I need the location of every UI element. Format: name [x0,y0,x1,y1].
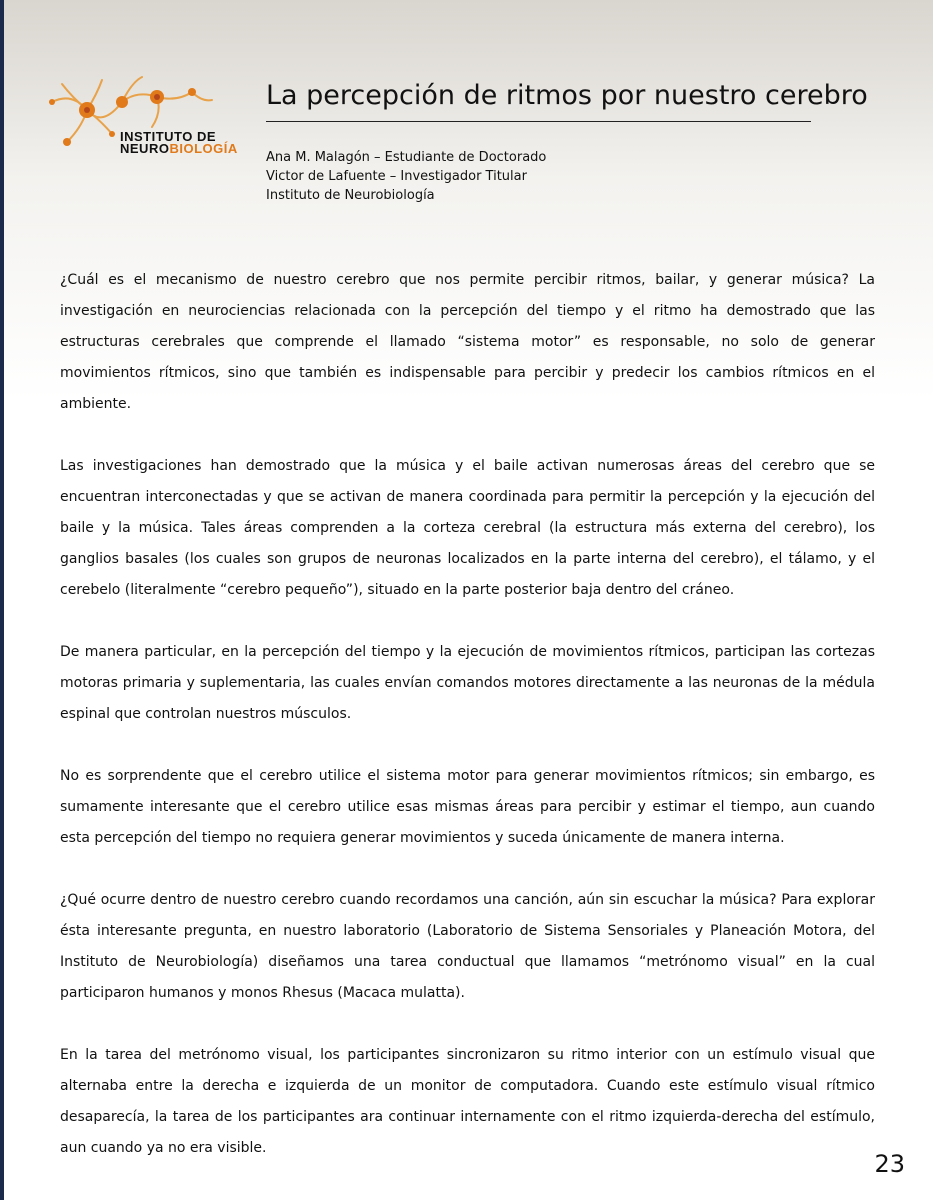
logo-text-neuro: NEURO [120,141,170,156]
paragraph: ¿Cuál es el mecanismo de nuestro cerebro que nos permite percibir ritmos, bailar, y generar música? La investigación en neurociencias relacionada con la percepción del tiempo y el ritmo ha demostrado que las estructuras cerebrales que comprende el llamado “sistema motor” es responsable, no solo de generar movimientos rítmicos, sino que también es indispensable para percibir y predecir los cambios rítmicos en el ambiente. [60,272,875,412]
article-title: La percepción de ritmos por nuestro cerebro [266,80,868,111]
institute-logo [42,72,238,162]
affiliation-line: Instituto de Neurobiología [266,188,435,203]
paragraph: Las investigaciones han demostrado que la música y el baile activan numerosas áreas del cerebro que se encuentran interconectadas y que se activan de manera coordinada para permitir la percepción y la ejecución del baile y la música. Tales áreas comprenden a la corteza cerebral (la estructura más externa del cerebro), los ganglios basales (los cuales son grupos de neuronas localizados en la parte interna del cerebro), el tálamo, y el cerebelo (literalmente “cerebro pequeño”), situado en la parte posterior baja dentro del cráneo. [60,458,875,598]
paragraph: En la tarea del metrónomo visual, los participantes sincronizaron su ritmo interior con un estímulo visual que alternaba entre la derecha e izquierda de un monitor de computadora. Cuando este estímulo visual rítmico desaparecía, la tarea de los participantes ara continuar internamente con el ritmo izquierda-derecha del estímulo, aun cuando ya no era visible. [60,1047,875,1156]
paragraph: No es sorprendente que el cerebro utilice el sistema motor para generar movimientos rítmicos; sin embargo, es sumamente interesante que el cerebro utilice esas mismas áreas para percibir y estimar el tiempo, aun cuando esta percepción del tiempo no requiera generar movimientos y suceda únicamente de manera interna. [60,768,875,846]
author-line: Victor de Lafuente – Investigador Titular [266,169,527,184]
logo-text-line2 [120,142,238,156]
article-body [60,265,875,1195]
logo-text-biologia: BIOLOGÍA [169,141,238,156]
authors-block [266,148,546,205]
left-border [0,0,4,1200]
title-underline [266,121,811,122]
paragraph: De manera particular, en la percepción del tiempo y la ejecución de movimientos rítmicos, participan las cortezas motoras primaria y suplementaria, las cuales envían comandos motores directamente a las neuronas de la médula espinal que controlan nuestros músculos. [60,644,875,722]
paragraph: ¿Qué ocurre dentro de nuestro cerebro cuando recordamos una canción, aún sin escuchar la música? Para explorar ésta interesante pregunta, en nuestro laboratorio (Laboratorio de Sistema Sensoriales y Planeación Motora, del Instituto de Neurobiología) diseñamos una tarea conductual que llamamos “metrónomo visual” en la cual participaron humanos y monos Rhesus (Macaca mulatta). [60,892,875,1001]
logo-text-line1: INSTITUTO DE [120,129,217,144]
author-line: Ana M. Malagón – Estudiante de Doctorado [266,150,547,165]
page-number: 23 [874,1150,905,1178]
